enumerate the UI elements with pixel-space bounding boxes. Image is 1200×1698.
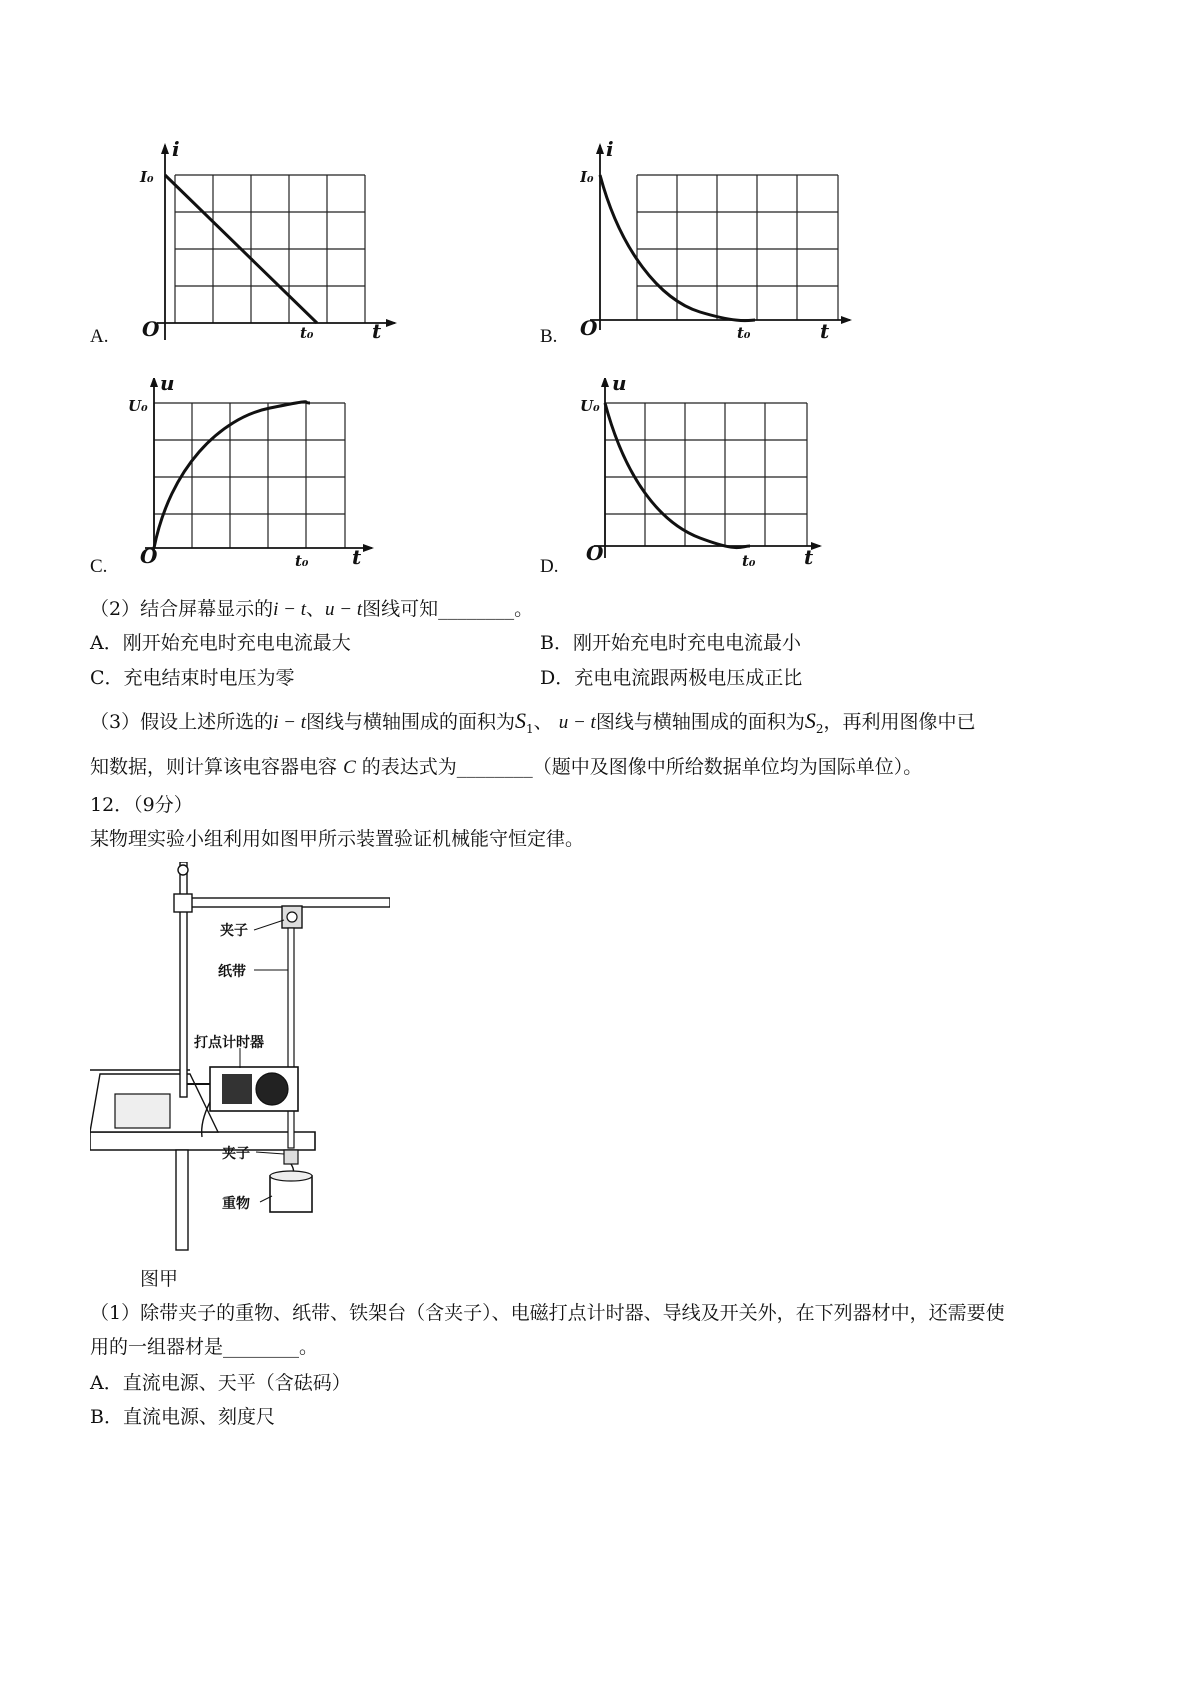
q12-option-b: B．直流电源、刻度尺 xyxy=(90,1406,275,1428)
graph-d-grid xyxy=(605,403,807,546)
graph-b-t0-label: t₀ xyxy=(737,324,751,342)
apparatus-figure xyxy=(90,862,390,1254)
graph-c-letter: C. xyxy=(90,556,108,577)
q2-math-it: i − t xyxy=(273,599,306,620)
graph-b xyxy=(580,140,900,370)
q2-math-ut: u − t xyxy=(325,599,363,620)
q3-line2b: 的表达式为________（题中及图像中所给数据单位均为国际单位）。 xyxy=(361,756,923,778)
graph-b-svg xyxy=(580,140,900,370)
q12-intro: 某物理实验小组利用如图甲所示装置验证机械能守恒定律。 xyxy=(90,828,585,850)
graph-c xyxy=(90,378,410,608)
timer-disc xyxy=(256,1073,288,1105)
graph-d xyxy=(580,378,900,608)
apparatus-svg xyxy=(90,862,390,1254)
q12-sub1-line1: （1）除带夹子的重物、纸带、铁架台（含夹子）、电磁打点计时器、导线及开关外，在下列器材中，还需要使 xyxy=(90,1302,1005,1324)
q3-math-it: i − t xyxy=(273,712,306,733)
q3-s2: S xyxy=(804,708,816,733)
graph-c-t0-label: t₀ xyxy=(295,552,309,570)
graph-d-y-label: u xyxy=(612,378,627,395)
q2-prefix: （2）结合屏幕显示的 xyxy=(90,598,274,620)
graph-c-y-label: u xyxy=(160,378,175,395)
graph-a-svg xyxy=(90,140,410,370)
graph-d-curve xyxy=(605,403,750,548)
graph-a-t0-label: t₀ xyxy=(300,324,314,342)
q12-option-a: A．直流电源、天平（含砝码） xyxy=(90,1372,351,1394)
timer-coil xyxy=(222,1074,252,1104)
q3-s2-sub: 2 xyxy=(815,721,824,736)
q2-suffix: 图线可知________。 xyxy=(362,598,534,620)
table-leg xyxy=(176,1150,188,1250)
graph-b-letter: B. xyxy=(540,326,558,347)
q3-p4: 图线与横轴围成的面积为 xyxy=(595,711,805,733)
label-clip-bottom: 夹子 xyxy=(222,1146,250,1162)
graph-b-x-label: t xyxy=(820,319,830,343)
q3-p2: 图线与横轴围成的面积为 xyxy=(305,711,515,733)
graph-d-svg xyxy=(580,378,900,608)
graph-a-y-label: i xyxy=(172,140,180,161)
q2-option-d: D．充电电流跟两极电压成正比 xyxy=(540,667,803,689)
q3-line1 xyxy=(90,708,975,742)
q3-s1: S xyxy=(515,708,526,733)
graph-a-origin: O xyxy=(142,317,160,341)
q2-option-b: B．刚开始充电时充电电流最小 xyxy=(540,632,801,654)
paper-tape xyxy=(288,928,294,1148)
q3-math-ut: u − t xyxy=(558,712,596,733)
graph-c-svg xyxy=(90,378,410,608)
graph-d-u0-label: U₀ xyxy=(580,397,600,415)
q3-p3: 、 xyxy=(533,711,553,733)
graph-a-x-label: t xyxy=(372,319,382,343)
graph-a-grid xyxy=(175,175,365,323)
q3-line2a: 知数据，则计算该电容器电容 xyxy=(90,756,338,778)
label-timer: 打点计时器 xyxy=(194,1035,264,1051)
q12-header: 12．（9分） xyxy=(90,794,193,816)
label-weight: 重物 xyxy=(222,1196,250,1212)
graph-d-x-label: t xyxy=(804,545,814,569)
graph-c-curve xyxy=(154,402,310,548)
graph-a-i0-label: I₀ xyxy=(140,168,154,186)
q3-line2 xyxy=(90,754,922,781)
graph-c-x-label: t xyxy=(352,545,362,569)
graph-d-t0-label: t₀ xyxy=(742,552,756,570)
graph-b-origin: O xyxy=(580,316,598,340)
q3-c: C xyxy=(343,757,356,778)
label-tape: 纸带 xyxy=(218,964,246,980)
graph-c-origin: O xyxy=(140,544,158,568)
q2-sep: 、 xyxy=(305,598,325,620)
label-clip-top: 夹子 xyxy=(220,923,248,939)
graph-d-origin: O xyxy=(586,541,604,565)
graph-b-y-label: i xyxy=(606,140,614,161)
q2-option-c: C．充电结束时电压为零 xyxy=(90,667,295,689)
q12-sub1-line2: 用的一组器材是________。 xyxy=(90,1336,319,1358)
graph-a xyxy=(90,140,410,370)
figure-caption: 图甲 xyxy=(140,1268,179,1290)
graph-a-letter: A. xyxy=(90,326,109,347)
graph-c-u0-label: U₀ xyxy=(128,397,148,415)
table-edge xyxy=(90,1132,315,1150)
q3-p5: ，再利用图像中已 xyxy=(823,711,976,733)
stand-base xyxy=(115,1094,170,1128)
q3-s1-sub: 1 xyxy=(526,721,534,736)
q2-option-a: A．刚开始充电时充电电流最大 xyxy=(90,632,351,654)
bottom-clip xyxy=(284,1150,298,1164)
graph-b-i0-label: I₀ xyxy=(580,168,594,186)
q2-stem xyxy=(90,596,533,623)
graph-b-grid xyxy=(637,175,838,320)
graph-d-letter: D. xyxy=(540,556,559,577)
q3-p1: （3）假设上述所选的 xyxy=(90,711,274,733)
